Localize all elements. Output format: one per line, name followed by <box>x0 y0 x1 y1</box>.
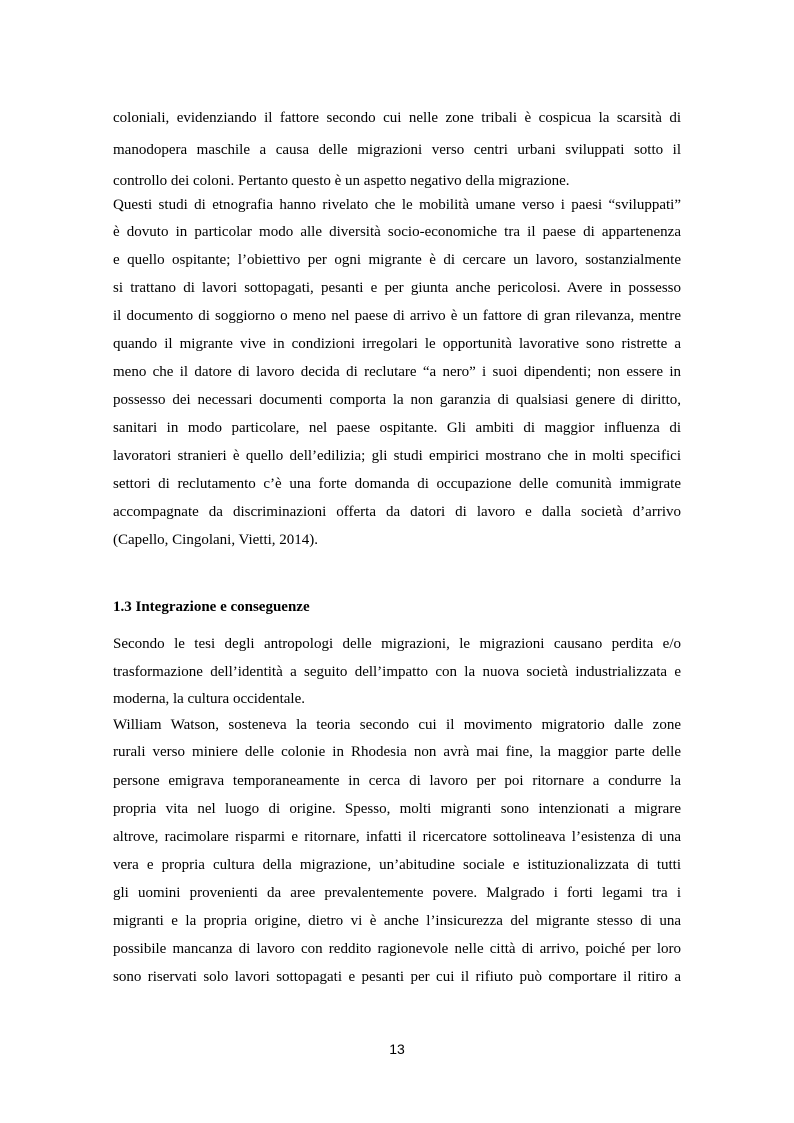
body-text-line: settori di reclutamento c’è una forte domanda di occupazione delle comunità immigrate <box>113 476 681 492</box>
body-text-line: accompagnate da discriminazioni offerta da datori di lavoro e dalla società d’arrivo <box>113 504 681 520</box>
body-text-line: gli uomini provenienti da aree prevalentemente povere. Malgrado i forti legami tra i <box>113 885 681 901</box>
body-text-line: migranti e la propria origine, dietro vi è anche l’insicurezza del migrante stesso di una <box>113 913 681 929</box>
body-text-line: sono riservati solo lavori sottopagati e pesanti per cui il rifiuto può comportare il ritiro a <box>113 969 681 985</box>
body-text-line: lavoratori stranieri è quello dell’edilizia; gli studi empirici mostrano che in molti specifici <box>113 448 681 464</box>
body-text-line: Secondo le tesi degli antropologi delle migrazioni, le migrazioni causano perdita e/o <box>113 636 681 652</box>
body-text-line: propria vita nel luogo di origine. Spesso, molti migranti sono intenzionati a migrare <box>113 801 681 817</box>
body-text-line: e quello ospitante; l’obiettivo per ogni migrante è di cercare un lavoro, sostanzialmente <box>113 252 681 268</box>
body-text-line: controllo dei coloni. Pertanto questo è un aspetto negativo della migrazione. <box>113 173 570 189</box>
body-text-line: persone emigrava temporaneamente in cerca di lavoro per poi ritornare a condurre la <box>113 773 681 789</box>
body-text-line: meno che il datore di lavoro decida di reclutare “a nero” i suoi dipendenti; non essere in <box>113 364 681 380</box>
body-text-line: possibile mancanza di lavoro con reddito ragionevole nelle città di arrivo, poiché per loro <box>113 941 681 957</box>
body-text-line: vera e propria cultura della migrazione, un’abitudine sociale e istituzionalizzata di tutti <box>113 857 681 873</box>
body-text-line: si trattano di lavori sottopagati, pesanti e per giunta anche pericolosi. Avere in possesso <box>113 280 681 296</box>
body-text-line: altrove, racimolare risparmi e ritornare, infatti il ricercatore sottolineava l’esistenza di una <box>113 829 681 845</box>
body-text-line: William Watson, sosteneva la teoria secondo cui il movimento migratorio dalle zone <box>113 717 681 733</box>
body-text-line: quando il migrante vive in condizioni irregolari le opportunità lavorative sono ristrette a <box>113 336 681 352</box>
body-text-line: sanitari in modo particolare, nel paese ospitante. Gli ambiti di maggior influenza di <box>113 420 681 436</box>
page-number: 13 <box>389 1041 405 1057</box>
body-text-line: possesso dei necessari documenti comporta la non garanzia di qualsiasi genere di diritto, <box>113 392 681 408</box>
body-text-line: moderna, la cultura occidentale. <box>113 691 305 707</box>
section-heading: 1.3 Integrazione e conseguenze <box>113 599 310 615</box>
body-text-line: il documento di soggiorno o meno nel paese di arrivo è un fattore di gran rilevanza, mentre <box>113 308 681 324</box>
body-text-line: rurali verso miniere delle colonie in Rhodesia non avrà mai fine, la maggior parte delle <box>113 744 681 760</box>
body-text-line: trasformazione dell’identità a seguito dell’impatto con la nuova società industrializzata e <box>113 664 681 680</box>
body-text-line: manodopera maschile a causa delle migrazioni verso centri urbani sviluppati sotto il <box>113 142 681 158</box>
body-text-line: (Capello, Cingolani, Vietti, 2014). <box>113 532 319 548</box>
body-text-line: coloniali, evidenziando il fattore secondo cui nelle zone tribali è cospicua la scarsità di <box>113 110 681 126</box>
body-text-line: è dovuto in particolar modo alle diversità socio-economiche tra il paese di appartenenza <box>113 224 681 240</box>
body-text-line: Questi studi di etnografia hanno rivelato che le mobilità umane verso i paesi “sviluppati” <box>113 197 681 213</box>
